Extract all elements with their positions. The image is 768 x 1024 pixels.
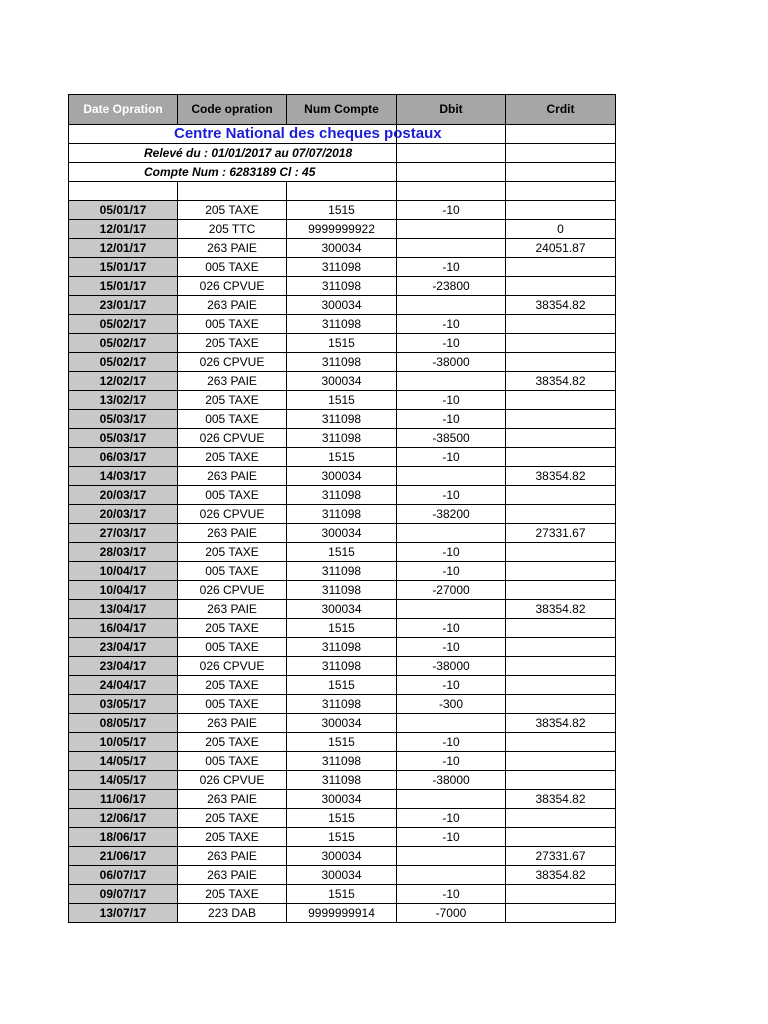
table-row — [69, 904, 616, 923]
table-row — [69, 524, 616, 543]
code-cell: 205 TAXE — [178, 885, 287, 904]
date-cell: 14/05/17 — [69, 771, 178, 790]
date-cell: 05/01/17 — [69, 201, 178, 220]
date-cell: 28/03/17 — [69, 543, 178, 562]
account-cell: 300034 — [287, 847, 397, 866]
credit-cell: 0 — [506, 220, 616, 239]
account-cell: 1515 — [287, 391, 397, 410]
statement-period: Relevé du : 01/01/2017 au 07/07/2018 — [144, 146, 353, 160]
code-cell: 026 CPVUE — [178, 277, 287, 296]
account-cell: 311098 — [287, 277, 397, 296]
code-cell: 205 TAXE — [178, 809, 287, 828]
date-cell: 24/04/17 — [69, 676, 178, 695]
credit-cell: 24051.87 — [506, 239, 616, 258]
debit-cell: -10 — [397, 410, 506, 429]
debit-cell — [397, 467, 506, 486]
date-cell: 21/06/17 — [69, 847, 178, 866]
credit-cell — [506, 353, 616, 372]
column-header-code: Code opration — [178, 95, 287, 125]
debit-cell: -10 — [397, 562, 506, 581]
credit-cell — [506, 201, 616, 220]
table-row — [69, 543, 616, 562]
account-cell: 1515 — [287, 201, 397, 220]
table-row — [69, 201, 616, 220]
table-row — [69, 296, 616, 315]
debit-cell: -10 — [397, 619, 506, 638]
debit-cell: -10 — [397, 676, 506, 695]
date-cell: 12/01/17 — [69, 220, 178, 239]
credit-cell — [506, 657, 616, 676]
statement-title: Centre National des cheques postaux — [174, 125, 442, 142]
credit-cell — [506, 695, 616, 714]
credit-cell — [506, 448, 616, 467]
table-row — [69, 866, 616, 885]
credit-cell — [506, 885, 616, 904]
date-cell: 11/06/17 — [69, 790, 178, 809]
table-row — [69, 885, 616, 904]
date-cell: 06/07/17 — [69, 866, 178, 885]
debit-cell: -10 — [397, 334, 506, 353]
account-cell: 300034 — [287, 239, 397, 258]
table-row — [69, 277, 616, 296]
code-cell: 005 TAXE — [178, 695, 287, 714]
table-row — [69, 714, 616, 733]
date-cell: 15/01/17 — [69, 258, 178, 277]
table-row — [69, 619, 616, 638]
table-row — [69, 410, 616, 429]
debit-cell — [397, 220, 506, 239]
date-cell: 18/06/17 — [69, 828, 178, 847]
account-cell: 9999999922 — [287, 220, 397, 239]
account-cell: 311098 — [287, 581, 397, 600]
code-cell: 263 PAIE — [178, 467, 287, 486]
debit-cell — [397, 524, 506, 543]
empty-cell — [397, 163, 506, 182]
date-cell: 13/02/17 — [69, 391, 178, 410]
spacer-row — [69, 182, 616, 201]
account-cell: 1515 — [287, 619, 397, 638]
account-cell: 300034 — [287, 790, 397, 809]
table-row — [69, 809, 616, 828]
empty-cell — [397, 182, 506, 201]
code-cell: 005 TAXE — [178, 562, 287, 581]
credit-cell — [506, 904, 616, 923]
date-cell: 14/03/17 — [69, 467, 178, 486]
code-cell: 026 CPVUE — [178, 771, 287, 790]
credit-cell: 38354.82 — [506, 372, 616, 391]
table-row — [69, 429, 616, 448]
table-row — [69, 467, 616, 486]
debit-cell: -300 — [397, 695, 506, 714]
debit-cell — [397, 714, 506, 733]
table-row — [69, 220, 616, 239]
credit-cell — [506, 733, 616, 752]
account-cell: 311098 — [287, 657, 397, 676]
debit-cell — [397, 866, 506, 885]
credit-cell: 38354.82 — [506, 467, 616, 486]
table-row — [69, 353, 616, 372]
date-cell: 13/04/17 — [69, 600, 178, 619]
credit-cell — [506, 619, 616, 638]
table-row — [69, 676, 616, 695]
debit-cell — [397, 239, 506, 258]
date-cell: 05/03/17 — [69, 429, 178, 448]
account-number: Compte Num : 6283189 Cl : 45 — [144, 165, 316, 179]
table-row — [69, 239, 616, 258]
credit-cell — [506, 638, 616, 657]
code-cell: 205 TAXE — [178, 828, 287, 847]
code-cell: 205 TAXE — [178, 201, 287, 220]
debit-cell: -27000 — [397, 581, 506, 600]
date-cell: 06/03/17 — [69, 448, 178, 467]
credit-cell — [506, 771, 616, 790]
account-cell: 1515 — [287, 733, 397, 752]
code-cell: 263 PAIE — [178, 239, 287, 258]
account-cell: 311098 — [287, 258, 397, 277]
credit-cell: 27331.67 — [506, 847, 616, 866]
account-cell: 300034 — [287, 714, 397, 733]
credit-cell: 38354.82 — [506, 866, 616, 885]
account-cell: 311098 — [287, 429, 397, 448]
debit-cell: -10 — [397, 809, 506, 828]
empty-cell — [506, 144, 616, 163]
table-row — [69, 733, 616, 752]
empty-cell — [69, 182, 178, 201]
date-cell: 20/03/17 — [69, 486, 178, 505]
date-cell: 23/04/17 — [69, 657, 178, 676]
account-cell: 311098 — [287, 315, 397, 334]
code-cell: 005 TAXE — [178, 315, 287, 334]
code-cell: 263 PAIE — [178, 524, 287, 543]
debit-cell — [397, 790, 506, 809]
debit-cell: -10 — [397, 486, 506, 505]
account-cell: 1515 — [287, 543, 397, 562]
account-cell: 300034 — [287, 600, 397, 619]
table-row — [69, 695, 616, 714]
table-row — [69, 562, 616, 581]
code-cell: 205 TAXE — [178, 334, 287, 353]
debit-cell: -10 — [397, 315, 506, 334]
period-cell — [69, 144, 397, 163]
credit-cell: 38354.82 — [506, 296, 616, 315]
account-cell: 9999999914 — [287, 904, 397, 923]
column-header-date: Date Opration — [69, 95, 178, 125]
debit-cell: -10 — [397, 638, 506, 657]
debit-cell: -7000 — [397, 904, 506, 923]
date-cell: 05/02/17 — [69, 315, 178, 334]
code-cell: 026 CPVUE — [178, 505, 287, 524]
account-cell: 311098 — [287, 695, 397, 714]
code-cell: 026 CPVUE — [178, 353, 287, 372]
code-cell: 263 PAIE — [178, 847, 287, 866]
date-cell: 12/06/17 — [69, 809, 178, 828]
table-row — [69, 771, 616, 790]
credit-cell — [506, 277, 616, 296]
table-row — [69, 258, 616, 277]
table-row — [69, 657, 616, 676]
date-cell: 05/02/17 — [69, 334, 178, 353]
account-cell: 1515 — [287, 828, 397, 847]
debit-cell — [397, 372, 506, 391]
table-row — [69, 486, 616, 505]
table-row — [69, 828, 616, 847]
account-cell — [69, 163, 397, 182]
account-cell: 300034 — [287, 372, 397, 391]
account-cell: 311098 — [287, 638, 397, 657]
code-cell: 263 PAIE — [178, 296, 287, 315]
credit-cell: 27331.67 — [506, 524, 616, 543]
date-cell: 03/05/17 — [69, 695, 178, 714]
column-header-debit: Dbit — [397, 95, 506, 125]
table-row — [69, 334, 616, 353]
account-cell: 311098 — [287, 486, 397, 505]
account-cell: 311098 — [287, 353, 397, 372]
account-cell: 300034 — [287, 866, 397, 885]
credit-cell — [506, 486, 616, 505]
empty-cell — [397, 144, 506, 163]
credit-cell: 38354.82 — [506, 714, 616, 733]
credit-cell — [506, 315, 616, 334]
date-cell: 27/03/17 — [69, 524, 178, 543]
empty-cell — [287, 182, 397, 201]
code-cell: 263 PAIE — [178, 866, 287, 885]
debit-cell: -10 — [397, 258, 506, 277]
date-cell: 12/02/17 — [69, 372, 178, 391]
code-cell: 263 PAIE — [178, 790, 287, 809]
code-cell: 005 TAXE — [178, 410, 287, 429]
empty-cell — [178, 182, 287, 201]
date-cell: 15/01/17 — [69, 277, 178, 296]
date-cell: 23/01/17 — [69, 296, 178, 315]
credit-cell: 38354.82 — [506, 600, 616, 619]
table-row — [69, 391, 616, 410]
date-cell: 10/04/17 — [69, 562, 178, 581]
credit-cell: 38354.82 — [506, 790, 616, 809]
debit-cell: -23800 — [397, 277, 506, 296]
date-cell: 10/05/17 — [69, 733, 178, 752]
table-row — [69, 847, 616, 866]
credit-cell — [506, 429, 616, 448]
code-cell: 026 CPVUE — [178, 657, 287, 676]
debit-cell: -10 — [397, 752, 506, 771]
debit-cell: -38500 — [397, 429, 506, 448]
table-row — [69, 752, 616, 771]
table-row — [69, 448, 616, 467]
credit-cell — [506, 752, 616, 771]
account-cell: 300034 — [287, 524, 397, 543]
date-cell: 05/02/17 — [69, 353, 178, 372]
account-row — [69, 163, 616, 182]
account-cell: 311098 — [287, 410, 397, 429]
code-cell: 205 TAXE — [178, 676, 287, 695]
debit-cell: -38000 — [397, 353, 506, 372]
column-header-row — [69, 95, 616, 125]
debit-cell: -10 — [397, 201, 506, 220]
code-cell: 205 TAXE — [178, 448, 287, 467]
transactions-body — [69, 201, 616, 923]
credit-cell — [506, 505, 616, 524]
debit-cell: -10 — [397, 885, 506, 904]
debit-cell — [397, 847, 506, 866]
debit-cell: -10 — [397, 733, 506, 752]
date-cell: 16/04/17 — [69, 619, 178, 638]
code-cell: 005 TAXE — [178, 258, 287, 277]
date-cell: 08/05/17 — [69, 714, 178, 733]
code-cell: 205 TAXE — [178, 543, 287, 562]
code-cell: 205 TAXE — [178, 619, 287, 638]
title-row — [69, 125, 616, 144]
account-cell: 1515 — [287, 885, 397, 904]
credit-cell — [506, 410, 616, 429]
date-cell: 05/03/17 — [69, 410, 178, 429]
code-cell: 026 CPVUE — [178, 429, 287, 448]
code-cell: 005 TAXE — [178, 752, 287, 771]
statement-header-block — [69, 125, 616, 201]
code-cell: 263 PAIE — [178, 600, 287, 619]
date-cell: 09/07/17 — [69, 885, 178, 904]
code-cell: 223 DAB — [178, 904, 287, 923]
table-row — [69, 790, 616, 809]
date-cell: 10/04/17 — [69, 581, 178, 600]
debit-cell: -38200 — [397, 505, 506, 524]
account-cell: 1515 — [287, 809, 397, 828]
debit-cell: -38000 — [397, 657, 506, 676]
date-cell: 14/05/17 — [69, 752, 178, 771]
table-row — [69, 505, 616, 524]
code-cell: 205 TTC — [178, 220, 287, 239]
credit-cell — [506, 334, 616, 353]
debit-cell: -10 — [397, 391, 506, 410]
credit-cell — [506, 581, 616, 600]
account-cell: 300034 — [287, 467, 397, 486]
credit-cell — [506, 809, 616, 828]
column-header-credit: Crdit — [506, 95, 616, 125]
account-cell: 311098 — [287, 562, 397, 581]
credit-cell — [506, 543, 616, 562]
title-cell — [69, 125, 442, 144]
code-cell: 205 TAXE — [178, 733, 287, 752]
table-row — [69, 581, 616, 600]
date-cell: 13/07/17 — [69, 904, 178, 923]
empty-cell — [506, 125, 616, 144]
table-row — [69, 315, 616, 334]
table-row — [69, 600, 616, 619]
empty-cell — [506, 163, 616, 182]
debit-cell: -10 — [397, 448, 506, 467]
code-cell: 005 TAXE — [178, 638, 287, 657]
date-cell: 23/04/17 — [69, 638, 178, 657]
empty-cell — [506, 182, 616, 201]
account-cell: 300034 — [287, 296, 397, 315]
debit-cell: -10 — [397, 828, 506, 847]
credit-cell — [506, 258, 616, 277]
debit-cell: -38000 — [397, 771, 506, 790]
column-header-account: Num Compte — [287, 95, 397, 125]
account-cell: 311098 — [287, 771, 397, 790]
code-cell: 263 PAIE — [178, 714, 287, 733]
account-cell: 1515 — [287, 676, 397, 695]
table-row — [69, 638, 616, 657]
account-cell: 1515 — [287, 334, 397, 353]
credit-cell — [506, 562, 616, 581]
debit-cell: -10 — [397, 543, 506, 562]
period-row — [69, 144, 616, 163]
code-cell: 026 CPVUE — [178, 581, 287, 600]
code-cell: 005 TAXE — [178, 486, 287, 505]
account-cell: 311098 — [287, 752, 397, 771]
code-cell: 205 TAXE — [178, 391, 287, 410]
credit-cell — [506, 391, 616, 410]
date-cell: 12/01/17 — [69, 239, 178, 258]
credit-cell — [506, 676, 616, 695]
statement-table — [68, 94, 616, 923]
debit-cell — [397, 296, 506, 315]
account-cell: 311098 — [287, 505, 397, 524]
account-cell: 1515 — [287, 448, 397, 467]
code-cell: 263 PAIE — [178, 372, 287, 391]
date-cell: 20/03/17 — [69, 505, 178, 524]
credit-cell — [506, 828, 616, 847]
debit-cell — [397, 600, 506, 619]
table-row — [69, 372, 616, 391]
